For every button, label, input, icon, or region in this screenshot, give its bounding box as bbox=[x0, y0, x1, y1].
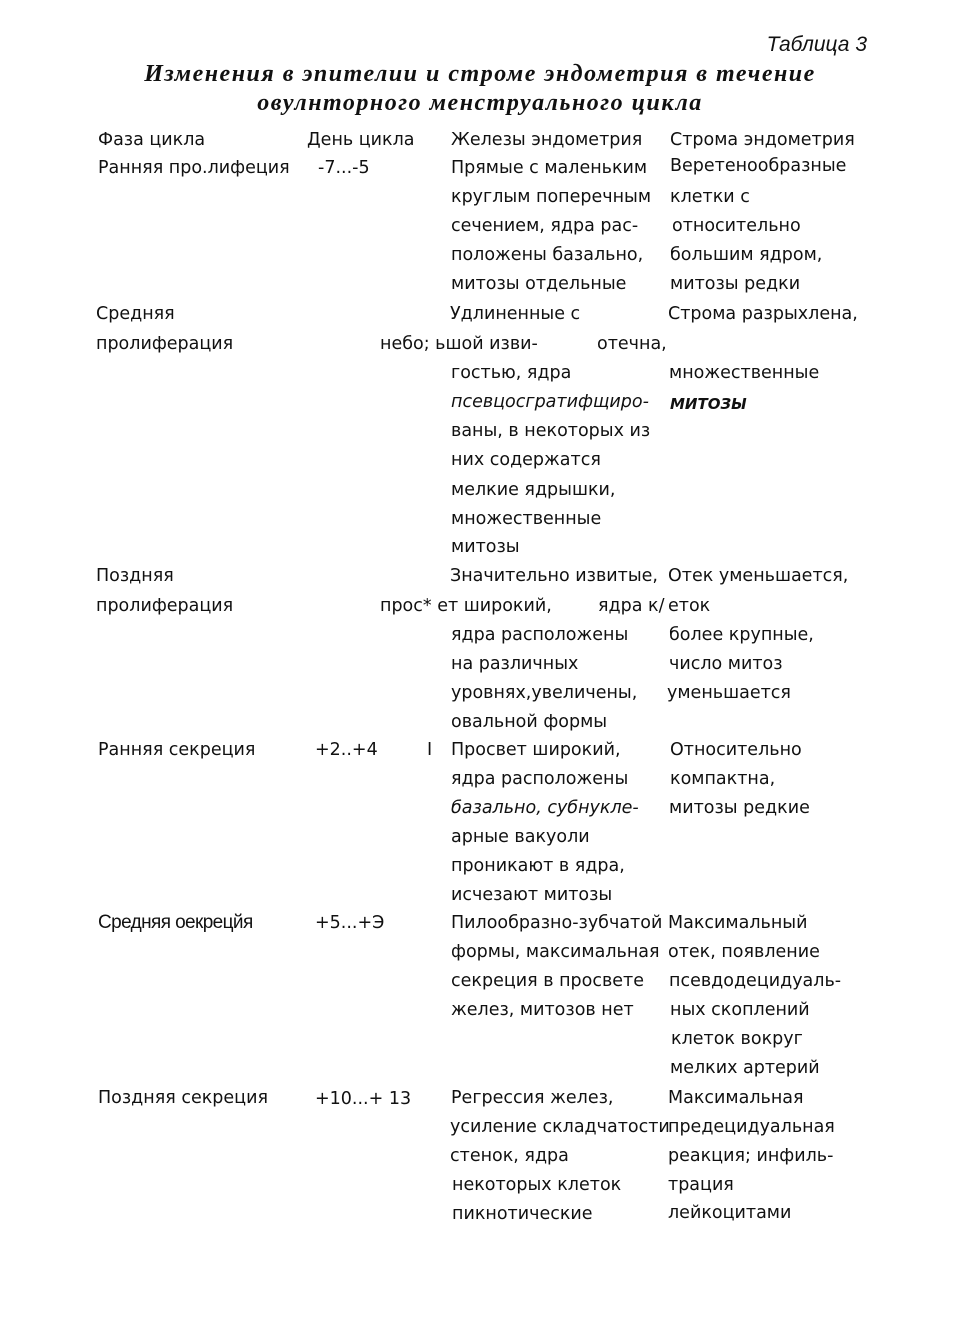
row6-glands-3: стенок, ядра bbox=[450, 1146, 569, 1166]
table-label: Таблица 3 bbox=[766, 33, 867, 56]
row6-glands-5: пикнотические bbox=[452, 1204, 593, 1224]
row2-stray: небо; ьшой изви- bbox=[380, 334, 538, 354]
row5-stroma-5: клеток вокруг bbox=[671, 1029, 803, 1049]
row1-stroma-2: клетки с bbox=[670, 187, 750, 207]
row2-glands-3: псевцосгратифщиро- bbox=[451, 392, 649, 412]
row1-day: -7...-5 bbox=[318, 158, 370, 178]
row3-stroma-5: уменьшается bbox=[667, 683, 791, 703]
row6-stroma-1: Максимальная bbox=[668, 1088, 804, 1108]
row5-stroma-4: ных скоплений bbox=[670, 1000, 810, 1020]
row5-phase: Средняя оекрецйя bbox=[98, 912, 253, 933]
row4-stroma-1: Относительно bbox=[670, 740, 802, 760]
row1-glands-5: митозы отдельные bbox=[451, 274, 627, 294]
row3-stroma-4: число митоз bbox=[669, 654, 783, 674]
row5-day: +5...+Э bbox=[315, 913, 385, 933]
header-phase: Фаза цикла bbox=[98, 130, 206, 150]
row5-glands-1: Пилообразно-зубчатой bbox=[451, 913, 663, 933]
row3-phase-2: пролиферация bbox=[96, 596, 234, 616]
header-stroma: Строма эндометрия bbox=[670, 130, 855, 150]
row5-glands-2: формы, максимальная bbox=[451, 942, 660, 962]
row5-stroma-2: отек, появление bbox=[668, 942, 820, 962]
page-title bbox=[60, 60, 900, 118]
row1-stroma-3: относительно bbox=[672, 216, 801, 236]
row2-glands-6: мелкие ядрышки, bbox=[451, 480, 616, 500]
row4-mark: I bbox=[427, 740, 433, 760]
row2-glands-5: них содержатся bbox=[451, 450, 601, 470]
row4-glands-1: Просвет широкий, bbox=[451, 740, 621, 760]
row1-glands-4: положены базально, bbox=[451, 245, 644, 265]
header-glands: Железы эндометрия bbox=[451, 130, 643, 150]
row1-phase: Ранняя про.лифеция bbox=[98, 158, 290, 178]
row2-glands-2: гостью, ядра bbox=[451, 363, 572, 383]
row4-glands-5: проникают в ядра, bbox=[451, 856, 625, 876]
row5-stroma-6: мелких артерий bbox=[670, 1058, 820, 1078]
row1-glands-1: Прямые с маленьким bbox=[451, 158, 648, 178]
row3-stroma-2: еток bbox=[668, 596, 711, 616]
row4-phase: Ранняя секреция bbox=[98, 740, 256, 760]
row2-stroma-2: отечна, bbox=[597, 334, 667, 354]
row5-glands-4: желез, митозов нет bbox=[451, 1000, 634, 1020]
title-line-2: овулнторного менструального цикла bbox=[257, 90, 703, 116]
row3-stray: прос* ет широкий, bbox=[380, 596, 552, 616]
row2-phase-2: пролиферация bbox=[96, 334, 234, 354]
row3-glands-4: на различных bbox=[451, 654, 579, 674]
row4-stroma-2: компактна, bbox=[670, 769, 776, 789]
row2-glands-8: митозы bbox=[451, 537, 520, 557]
row6-stroma-2: предецидуальная bbox=[668, 1117, 835, 1137]
row4-glands-2: ядра расположены bbox=[451, 769, 629, 789]
row2-glands-1: Удлиненные с bbox=[450, 304, 581, 324]
row6-glands-2: усиление складчатости bbox=[450, 1117, 670, 1137]
row5-glands-3: секреция в просвете bbox=[451, 971, 645, 991]
row3-glands-5: уровнях,увеличены, bbox=[451, 683, 638, 703]
title-line-1: Изменения в эпителии и строме эндометрия в течение bbox=[144, 61, 816, 87]
row3-glands-3: ядра расположены bbox=[451, 625, 629, 645]
row6-stroma-3: реакция; инфиль- bbox=[668, 1146, 834, 1166]
row6-stroma-4: трация bbox=[668, 1175, 734, 1195]
row5-stroma-3: псевдодецидуаль- bbox=[669, 971, 842, 991]
row2-stroma-4: МИТОЗЫ bbox=[670, 395, 747, 413]
row6-phase: Поздняя секреция bbox=[98, 1088, 268, 1108]
row3-glands-2: ядра к/ bbox=[598, 596, 665, 616]
row2-stroma-3: множественные bbox=[669, 363, 820, 383]
row1-stroma-4: большим ядром, bbox=[670, 245, 823, 265]
row4-glands-4: арные вакуоли bbox=[451, 827, 590, 847]
row3-stroma-1: Отек уменьшается, bbox=[668, 566, 849, 586]
row2-glands-4: ваны, в некоторых из bbox=[451, 421, 651, 441]
row3-stroma-3: более крупные, bbox=[669, 625, 814, 645]
row3-phase-1: Поздняя bbox=[96, 566, 174, 586]
row6-stroma-5: лейкоцитами bbox=[668, 1203, 792, 1223]
row6-glands-4: некоторых клеток bbox=[452, 1175, 622, 1195]
row2-glands-7: множественные bbox=[451, 509, 602, 529]
row4-stroma-3: митозы редкие bbox=[669, 798, 810, 818]
row1-glands-3: сечением, ядра рас- bbox=[451, 216, 639, 236]
row1-glands-2: круглым поперечным bbox=[451, 187, 652, 207]
row3-glands-6: овальной формы bbox=[451, 712, 608, 732]
row5-stroma-1: Максимальный bbox=[668, 913, 808, 933]
row4-day: +2..+4 bbox=[315, 740, 378, 760]
row3-glands-1: Значительно извитые, bbox=[450, 566, 658, 586]
row1-stroma-1: Веретенообразные bbox=[670, 156, 847, 176]
row2-phase-1: Средняя bbox=[96, 304, 175, 324]
row4-glands-6: исчезают митозы bbox=[451, 885, 613, 905]
row6-day: +10...+ 13 bbox=[315, 1089, 412, 1109]
row6-glands-1: Регрессия желез, bbox=[451, 1088, 614, 1108]
header-day: День цикла bbox=[307, 130, 415, 150]
row4-glands-3: базально, субнукле- bbox=[451, 798, 639, 818]
row2-stroma-1: Строма разрыхлена, bbox=[668, 304, 858, 324]
row1-stroma-5: митозы редки bbox=[670, 274, 801, 294]
